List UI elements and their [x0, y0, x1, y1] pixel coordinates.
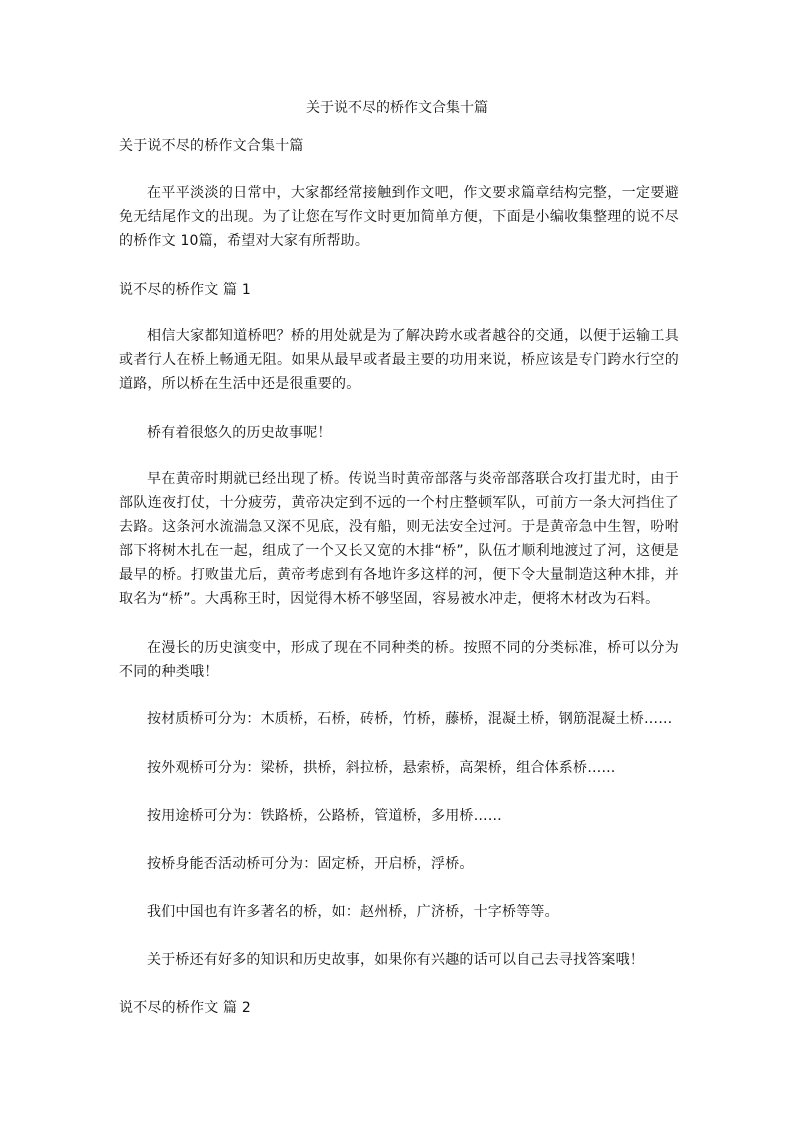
paragraph-types-movable: 按桥身能否活动桥可分为：固定桥，开启桥，浮桥。: [147, 856, 474, 872]
paragraph-types-usage: 按用途桥可分为：铁路桥，公路桥，管道桥，多用桥……: [147, 808, 502, 824]
paragraph-bridge-types-intro: 在漫长的历史演变中，形成了现在不同种类的桥。按照不同的分类标准，桥可以分为不同的种类哦！: [119, 640, 679, 680]
paragraph-bridge-history-intro: 桥有着很悠久的历史故事呢！: [147, 425, 332, 441]
document-subtitle: 关于说不尽的桥作文合集十篇: [119, 138, 304, 154]
section-heading-2: 说不尽的桥作文 篇 2: [119, 1000, 252, 1016]
paragraph-types-appearance: 按外观桥可分为：梁桥，拱桥，斜拉桥，悬索桥，高架桥，组合体系桥……: [147, 760, 616, 776]
document-title: 关于说不尽的桥作文合集十篇: [306, 100, 488, 116]
paragraph-bridge-legend: 早在黄帝时期就已经出现了桥。传说当时黄帝部落与炎帝部落联合攻打蚩尤时，由于部队连夜打仗，十分疲劳，黄帝决定到不远的一个村庄整顿军队，可前方一条大河挡住了去路。这条河水流湍急又深不见底，没有船，则无法安全过河。于是黄帝急中生智，吩咐部下将树木扎在一起，组成了一个又长又宽的木排“桥”，队伍才顺利地渡过了河，这便是最早的桥。打败蚩尤后，黄帝考虑到有各地许多这样的河，便下令大量制造这种木排，并取名为“桥”。大禹称王时，因觉得木桥不够坚固，容易被水冲走，便将木材改为石料。: [119, 471, 679, 607]
section-heading-1: 说不尽的桥作文 篇 1: [119, 282, 252, 298]
paragraph-famous-bridges: 我们中国也有许多著名的桥，如：赵州桥，广济桥，十字桥等等。: [147, 904, 559, 920]
intro-paragraph: 在平平淡淡的日常中，大家都经常接触到作文吧，作文要求篇章结构完整，一定要避免无结尾作文的出现。为了让您在写作文时更加简单方便，下面是小编收集整理的说不尽的桥作文 10篇，希望对大家有所帮助。: [119, 185, 679, 249]
paragraph-bridge-usage: 相信大家都知道桥吧？桥的用处就是为了解决跨水或者越谷的交通，以便于运输工具或者行人在桥上畅通无阻。如果从最早或者最主要的功用来说，桥应该是专门跨水行空的道路，所以桥在生活中还是很重要的。: [119, 328, 679, 392]
paragraph-types-material: 按材质桥可分为：木质桥，石桥，砖桥，竹桥，藤桥，混凝土桥，钢筋混凝土桥……: [147, 711, 673, 727]
paragraph-closing: 关于桥还有好多的知识和历史故事，如果你有兴趣的话可以自己去寻找答案哦！: [147, 952, 644, 968]
